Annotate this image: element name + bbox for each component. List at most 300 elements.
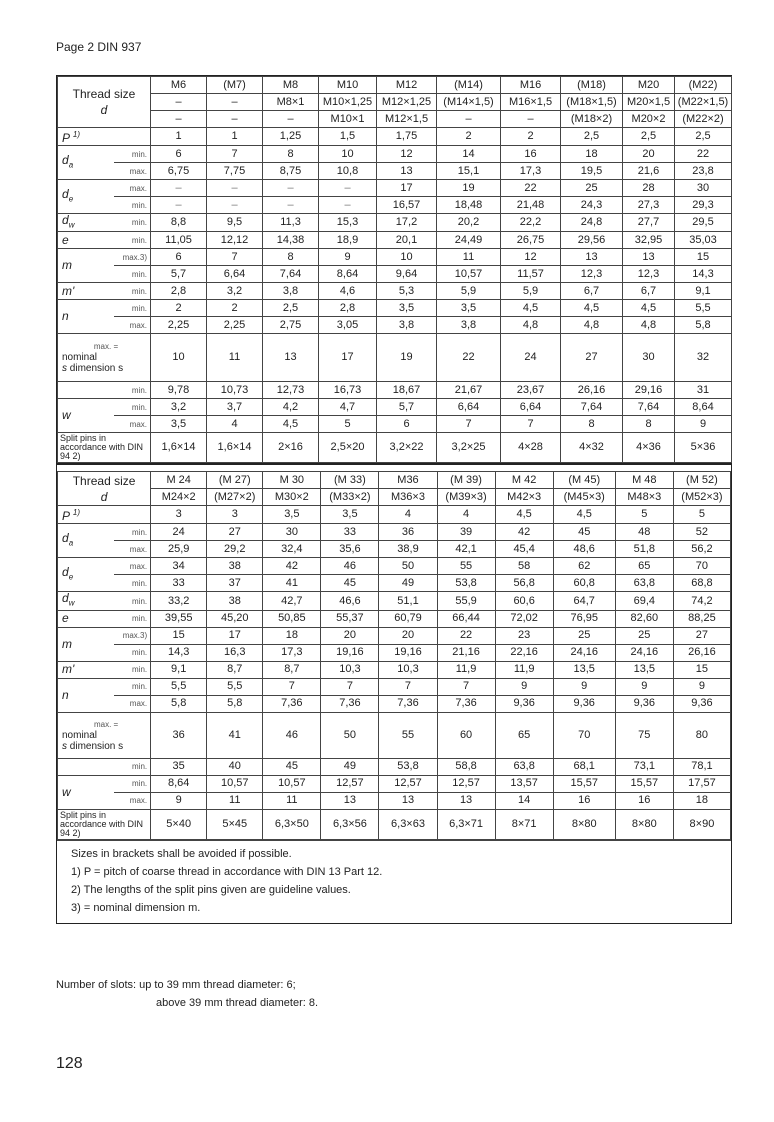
t1-fine2-cell: M12×1,5: [377, 111, 437, 128]
t1-row-mp-min: [58, 283, 732, 300]
t1-da-min-cell: 22: [675, 146, 732, 163]
qualifier: min.: [114, 146, 151, 163]
t2-n-min-cell: 7: [263, 678, 321, 695]
t2-de-min-cell: 63,8: [615, 575, 673, 592]
qualifier: max.: [114, 317, 151, 334]
t1-s-min-cell: 29,16: [623, 382, 675, 399]
t1-w-min-cell: 4,2: [263, 399, 319, 416]
t2-mp-min-cell: 10,3: [321, 661, 379, 678]
t1-mp-min-cell: 9,1: [675, 283, 732, 300]
t2-n-max-cell: 9,36: [495, 695, 553, 712]
t1-mp-min-cell: 3,8: [263, 283, 319, 300]
t1-de-min-cell: 16,57: [377, 197, 437, 214]
t1-row-dw-min: [58, 214, 732, 232]
t1-row-w-min: [58, 399, 732, 416]
t1-w-min-cell: 3,2: [151, 399, 207, 416]
t2-size-cell: M 48: [615, 472, 673, 489]
t1-size-cell: (M18): [561, 77, 623, 94]
t1-row-e-min: [58, 232, 732, 249]
t1-e-min-cell: 20,1: [377, 232, 437, 249]
t1-m-min-cell: 10,57: [437, 266, 501, 283]
t2-row-pins: [58, 809, 731, 839]
qualifier: min.: [114, 232, 151, 249]
t1-n-max-cell: 4,8: [501, 317, 561, 334]
t2-da-max-cell: 32,4: [263, 541, 321, 558]
t1-dw-min-cell: 20,2: [437, 214, 501, 232]
qualifier: max.: [114, 792, 151, 809]
t2-pin-cell: 5×45: [207, 809, 263, 839]
t1-m-max-cell: 9: [319, 249, 377, 266]
t2-s-nom-cell: 60: [437, 712, 495, 758]
t1-mp-min-cell: 5,9: [437, 283, 501, 300]
qualifier: max.: [114, 163, 151, 180]
qualifier: min.: [114, 678, 151, 695]
t2-e-min-cell: 39,55: [151, 610, 207, 627]
t2-mp-min-cell: 15: [673, 661, 730, 678]
t1-da-max-cell: 6,75: [151, 163, 207, 180]
t1-row-n-max: [58, 317, 732, 334]
t2-dw-min-cell: 60,6: [495, 592, 553, 610]
t2-row-w-min: [58, 775, 731, 792]
t2-n-max-cell: 7,36: [379, 695, 437, 712]
slots-line-1: Number of slots: up to 39 mm thread diameter: 6;: [56, 979, 296, 991]
t1-w-max-cell: 9: [675, 416, 732, 433]
t1-P-cell: 1,75: [377, 128, 437, 146]
t2-row-mp-min: [58, 661, 731, 678]
t1-s-min-cell: 31: [675, 382, 732, 399]
t2-s-min-cell: 45: [263, 758, 321, 775]
t2-s-min-cell: 35: [151, 758, 207, 775]
t2-row-P: [58, 506, 731, 524]
t2-n-min-cell: 7: [321, 678, 379, 695]
n-label: n: [58, 300, 114, 334]
t2-s-nom-cell: 46: [263, 712, 321, 758]
t1-w-min-cell: 5,7: [377, 399, 437, 416]
footnote-1: 1) P = pitch of coarse thread in accordance with DIN 13 Part 12.: [71, 865, 383, 878]
t1-de-max-cell: 17: [377, 180, 437, 197]
m-label: m: [58, 249, 114, 283]
t2-pin-cell: 8×71: [495, 809, 553, 839]
t2-row-m-max: [58, 627, 731, 644]
qualifier: min.: [114, 592, 151, 610]
t1-m-min-cell: 5,7: [151, 266, 207, 283]
t2-s-nom-cell: 75: [615, 712, 673, 758]
t2-e-min-cell: 60,79: [379, 610, 437, 627]
s-nominal-label: max. = nominal s dimension s: [58, 712, 151, 758]
t2-s-nom-cell: 36: [151, 712, 207, 758]
t2-pin-cell: 8×80: [553, 809, 615, 839]
da-label: $d_a$: [58, 146, 114, 180]
t2-row-da-min: [58, 524, 731, 541]
t2-de-min-cell: 37: [207, 575, 263, 592]
t1-m-min-cell: 12,3: [561, 266, 623, 283]
t1-dw-min-cell: 27,7: [623, 214, 675, 232]
t2-da-min-cell: 36: [379, 524, 437, 541]
t1-dw-min-cell: 24,8: [561, 214, 623, 232]
t2-dw-min-cell: 74,2: [673, 592, 730, 610]
t1-s-nom-cell: 17: [319, 334, 377, 382]
t1-e-min-cell: 24,49: [437, 232, 501, 249]
t2-m-min-cell: 17,3: [263, 644, 321, 661]
t2-m-max-cell: 27: [673, 627, 730, 644]
t2-P-cell: 3,5: [263, 506, 321, 524]
t1-m-max-cell: 8: [263, 249, 319, 266]
t2-da-max-cell: 38,9: [379, 541, 437, 558]
t2-pin-cell: 5×40: [151, 809, 207, 839]
t2-dw-min-cell: 69,4: [615, 592, 673, 610]
t2-de-min-cell: 68,8: [673, 575, 730, 592]
slots-line-2: above 39 mm thread diameter: 8.: [156, 997, 319, 1009]
t2-n-max-cell: 7,36: [321, 695, 379, 712]
t1-s-nom-cell: 19: [377, 334, 437, 382]
t2-fine-cell: M30×2: [263, 489, 321, 506]
t1-dw-min-cell: 15,3: [319, 214, 377, 232]
t2-de-min-cell: 41: [263, 575, 321, 592]
t1-fine1-cell: –: [207, 94, 263, 111]
t2-row-n-max: [58, 695, 731, 712]
t2-n-min-cell: 9: [615, 678, 673, 695]
t1-size-cell: (M7): [207, 77, 263, 94]
t1-e-min-cell: 14,38: [263, 232, 319, 249]
t1-row-de-min: [58, 197, 732, 214]
t2-size-cell: (M 45): [553, 472, 615, 489]
t1-row-w-max: [58, 416, 732, 433]
t1-row-pins: [58, 433, 732, 463]
t2-e-min-cell: 50,85: [263, 610, 321, 627]
t1-de-max-cell: –: [151, 180, 207, 197]
qualifier: min.: [114, 758, 151, 775]
t2-size-cell: (M 27): [207, 472, 263, 489]
t1-da-max-cell: 17,3: [501, 163, 561, 180]
t2-m-max-cell: 15: [151, 627, 207, 644]
t1-dw-min-cell: 9,5: [207, 214, 263, 232]
t2-mp-min-cell: 11,9: [437, 661, 495, 678]
t1-da-max-cell: 13: [377, 163, 437, 180]
t2-s-nom-cell: 55: [379, 712, 437, 758]
w-label: w: [58, 775, 114, 809]
t1-m-min-cell: 7,64: [263, 266, 319, 283]
t1-e-min-cell: 18,9: [319, 232, 377, 249]
t1-w-min-cell: 4,7: [319, 399, 377, 416]
t2-pin-cell: 8×90: [673, 809, 730, 839]
t1-row-fine1: [58, 94, 732, 111]
t2-m-max-cell: 25: [553, 627, 615, 644]
t1-de-max-cell: –: [263, 180, 319, 197]
t1-size-cell: (M22): [675, 77, 732, 94]
t2-de-min-cell: 45: [321, 575, 379, 592]
t1-e-min-cell: 35,03: [675, 232, 732, 249]
t1-fine2-cell: (M18×2): [561, 111, 623, 128]
t1-s-min-cell: 21,67: [437, 382, 501, 399]
t1-s-nom-cell: 24: [501, 334, 561, 382]
t1-n-min-cell: 4,5: [501, 300, 561, 317]
e-label: e: [58, 232, 114, 249]
t2-w-min-cell: 12,57: [379, 775, 437, 792]
t1-w-max-cell: 4,5: [263, 416, 319, 433]
t2-m-min-cell: 19,16: [321, 644, 379, 661]
t2-s-min-cell: 49: [321, 758, 379, 775]
t1-e-min-cell: 32,95: [623, 232, 675, 249]
t2-dw-min-cell: 38: [207, 592, 263, 610]
t2-m-max-cell: 23: [495, 627, 553, 644]
t1-da-min-cell: 12: [377, 146, 437, 163]
t2-m-min-cell: 14,3: [151, 644, 207, 661]
t2-da-min-cell: 42: [495, 524, 553, 541]
t2-da-max-cell: 51,8: [615, 541, 673, 558]
t2-mp-min-cell: 8,7: [263, 661, 321, 678]
t2-n-min-cell: 9: [495, 678, 553, 695]
t2-e-min-cell: 72,02: [495, 610, 553, 627]
t2-fine-cell: (M27×2): [207, 489, 263, 506]
t1-da-max-cell: 19,5: [561, 163, 623, 180]
t1-w-min-cell: 6,64: [437, 399, 501, 416]
t2-m-min-cell: 22,16: [495, 644, 553, 661]
t2-da-min-cell: 33: [321, 524, 379, 541]
t2-m-max-cell: 20: [379, 627, 437, 644]
t1-de-max-cell: –: [207, 180, 263, 197]
t2-row-n-min: [58, 678, 731, 695]
t1-fine1-cell: (M22×1,5): [675, 94, 732, 111]
t2-w-min-cell: 12,57: [437, 775, 495, 792]
t2-da-min-cell: 48: [615, 524, 673, 541]
t1-P-cell: 1,25: [263, 128, 319, 146]
t1-w-min-cell: 3,7: [207, 399, 263, 416]
t2-de-max-cell: 62: [553, 558, 615, 575]
t2-row-sizes: [58, 472, 731, 489]
w-label: w: [58, 399, 114, 433]
t1-n-max-cell: 5,8: [675, 317, 732, 334]
t2-pin-cell: 6,3×56: [321, 809, 379, 839]
qualifier: max.: [114, 180, 151, 197]
t2-m-min-cell: 24,16: [553, 644, 615, 661]
t2-mp-min-cell: 9,1: [151, 661, 207, 678]
t1-size-cell: M20: [623, 77, 675, 94]
t2-s-nom-cell: 70: [553, 712, 615, 758]
t1-P-cell: 1,5: [319, 128, 377, 146]
de-label: $d_e$: [58, 558, 114, 592]
t2-w-max-cell: 13: [437, 792, 495, 809]
t2-e-min-cell: 82,60: [615, 610, 673, 627]
t1-s-nom-cell: 10: [151, 334, 207, 382]
t2-de-min-cell: 60,8: [553, 575, 615, 592]
t1-m-min-cell: 9,64: [377, 266, 437, 283]
footnotes: [57, 840, 731, 923]
t1-s-min-cell: 12,73: [263, 382, 319, 399]
t1-dw-min-cell: 8,8: [151, 214, 207, 232]
s-nominal-label: max. = nominal s dimension s: [58, 334, 151, 382]
t2-dw-min-cell: 51,1: [379, 592, 437, 610]
pitch-label: P $^{1)}$: [58, 128, 151, 146]
t2-n-min-cell: 7: [379, 678, 437, 695]
t2-n-max-cell: 9,36: [673, 695, 730, 712]
t2-dw-min-cell: 33,2: [151, 592, 207, 610]
t1-mp-min-cell: 3,2: [207, 283, 263, 300]
t2-m-max-cell: 20: [321, 627, 379, 644]
t2-w-min-cell: 10,57: [263, 775, 321, 792]
t2-P-cell: 4,5: [553, 506, 615, 524]
t1-de-max-cell: 19: [437, 180, 501, 197]
t1-de-min-cell: 29,3: [675, 197, 732, 214]
t2-m-max-cell: 18: [263, 627, 321, 644]
footnote-3: 3) = nominal dimension m.: [71, 901, 201, 914]
t1-dw-min-cell: 17,2: [377, 214, 437, 232]
t1-pin-cell: 3,2×25: [437, 433, 501, 463]
t2-row-da-max: [58, 541, 731, 558]
t1-fine1-cell: M16×1,5: [501, 94, 561, 111]
t1-pin-cell: 4×36: [623, 433, 675, 463]
t2-P-cell: 4,5: [495, 506, 553, 524]
t1-dw-min-cell: 29,5: [675, 214, 732, 232]
t2-fine-cell: M48×3: [615, 489, 673, 506]
t2-s-min-cell: 78,1: [673, 758, 730, 775]
t1-m-min-cell: 14,3: [675, 266, 732, 283]
t1-da-max-cell: 8,75: [263, 163, 319, 180]
t2-fine-cell: (M33×2): [321, 489, 379, 506]
t2-de-max-cell: 70: [673, 558, 730, 575]
slots-note: [56, 976, 318, 1012]
t2-n-max-cell: 5,8: [151, 695, 207, 712]
t2-dw-min-cell: 46,6: [321, 592, 379, 610]
t2-da-min-cell: 30: [263, 524, 321, 541]
da-label: $d_a$: [58, 524, 114, 558]
t2-da-max-cell: 48,6: [553, 541, 615, 558]
qualifier: max.: [114, 541, 151, 558]
t1-n-min-cell: 2,8: [319, 300, 377, 317]
t1-de-max-cell: 28: [623, 180, 675, 197]
t1-pin-cell: 3,2×22: [377, 433, 437, 463]
t1-pin-cell: 1,6×14: [207, 433, 263, 463]
t2-de-max-cell: 50: [379, 558, 437, 575]
t1-row-da-min: [58, 146, 732, 163]
t1-P-cell: 2,5: [561, 128, 623, 146]
t2-dw-min-cell: 42,7: [263, 592, 321, 610]
t1-w-max-cell: 8: [623, 416, 675, 433]
t2-n-min-cell: 9: [553, 678, 615, 695]
footnote-2: 2) The lengths of the split pins given are guideline values.: [71, 883, 351, 896]
t1-dw-min-cell: 22,2: [501, 214, 561, 232]
t1-mp-min-cell: 5,9: [501, 283, 561, 300]
t1-size-cell: M8: [263, 77, 319, 94]
t2-da-max-cell: 29,2: [207, 541, 263, 558]
t2-s-min-cell: 40: [207, 758, 263, 775]
t2-mp-min-cell: 11,9: [495, 661, 553, 678]
t1-w-max-cell: 3,5: [151, 416, 207, 433]
qualifier: max.: [114, 695, 151, 712]
t1-fine2-cell: (M22×2): [675, 111, 732, 128]
t1-de-max-cell: 22: [501, 180, 561, 197]
t1-n-min-cell: 2,5: [263, 300, 319, 317]
t1-da-min-cell: 18: [561, 146, 623, 163]
t1-mp-min-cell: 6,7: [623, 283, 675, 300]
t1-s-min-cell: 16,73: [319, 382, 377, 399]
t2-pin-cell: 6,3×50: [263, 809, 321, 839]
t2-n-min-cell: 5,5: [151, 678, 207, 695]
t1-pin-cell: 4×32: [561, 433, 623, 463]
t1-s-nom-cell: 27: [561, 334, 623, 382]
t1-n-min-cell: 3,5: [377, 300, 437, 317]
t2-row-dw-min: [58, 592, 731, 610]
t2-de-max-cell: 34: [151, 558, 207, 575]
t2-w-max-cell: 11: [207, 792, 263, 809]
t1-m-min-cell: 12,3: [623, 266, 675, 283]
t1-de-min-cell: 18,48: [437, 197, 501, 214]
t2-s-min-cell: 53,8: [379, 758, 437, 775]
t2-s-min-cell: 68,1: [553, 758, 615, 775]
t1-n-min-cell: 5,5: [675, 300, 732, 317]
t1-n-max-cell: 2,25: [151, 317, 207, 334]
t1-w-max-cell: 4: [207, 416, 263, 433]
t1-m-min-cell: 6,64: [207, 266, 263, 283]
qualifier: max.: [114, 416, 151, 433]
t2-fine-cell: M42×3: [495, 489, 553, 506]
t1-de-min-cell: –: [151, 197, 207, 214]
t2-da-max-cell: 42,1: [437, 541, 495, 558]
t2-m-max-cell: 25: [615, 627, 673, 644]
t2-da-max-cell: 45,4: [495, 541, 553, 558]
t2-w-max-cell: 16: [553, 792, 615, 809]
t1-P-cell: 2,5: [623, 128, 675, 146]
t2-w-max-cell: 14: [495, 792, 553, 809]
qualifier: min.: [114, 382, 151, 399]
note-brackets: Sizes in brackets shall be avoided if possible.: [71, 847, 292, 860]
t1-m-max-cell: 13: [623, 249, 675, 266]
t2-mp-min-cell: 10,3: [379, 661, 437, 678]
table-m24-m52: [57, 471, 731, 839]
t1-m-min-cell: 11,57: [501, 266, 561, 283]
t2-da-max-cell: 25,9: [151, 541, 207, 558]
t2-size-cell: M36: [379, 472, 437, 489]
t1-e-min-cell: 26,75: [501, 232, 561, 249]
qualifier: min.: [114, 610, 151, 627]
t1-de-min-cell: 24,3: [561, 197, 623, 214]
t2-size-cell: (M 39): [437, 472, 495, 489]
t1-mp-min-cell: 5,3: [377, 283, 437, 300]
t2-row-w-max: [58, 792, 731, 809]
dw-label: $d_w$: [58, 214, 114, 232]
t1-pin-cell: 1,6×14: [151, 433, 207, 463]
qualifier: min.: [114, 399, 151, 416]
t2-s-nom-cell: 80: [673, 712, 730, 758]
t2-da-max-cell: 35,6: [321, 541, 379, 558]
t1-da-min-cell: 10: [319, 146, 377, 163]
t2-w-max-cell: 16: [615, 792, 673, 809]
t2-row-s-nom: [58, 712, 731, 758]
t2-w-max-cell: 13: [321, 792, 379, 809]
t2-P-cell: 4: [437, 506, 495, 524]
t2-n-max-cell: 7,36: [263, 695, 321, 712]
t2-row-e-min: [58, 610, 731, 627]
t2-row-m-min: [58, 644, 731, 661]
qualifier: min.: [114, 644, 151, 661]
t2-da-min-cell: 45: [553, 524, 615, 541]
t1-s-nom-cell: 13: [263, 334, 319, 382]
t1-m-min-cell: 8,64: [319, 266, 377, 283]
t2-dw-min-cell: 64,7: [553, 592, 615, 610]
t2-n-max-cell: 5,8: [207, 695, 263, 712]
t1-da-min-cell: 7: [207, 146, 263, 163]
qualifier: min.: [114, 214, 151, 232]
split-pins-label: Split pins in accordance with DIN 94 2): [58, 433, 151, 463]
t1-fine1-cell: M8×1: [263, 94, 319, 111]
t2-m-min-cell: 24,16: [615, 644, 673, 661]
t2-m-max-cell: 17: [207, 627, 263, 644]
t2-da-min-cell: 24: [151, 524, 207, 541]
t1-de-min-cell: 27,3: [623, 197, 675, 214]
t1-de-min-cell: –: [207, 197, 263, 214]
t1-row-m-min: [58, 266, 732, 283]
t2-pin-cell: 6,3×71: [437, 809, 495, 839]
t1-size-cell: (M14): [437, 77, 501, 94]
